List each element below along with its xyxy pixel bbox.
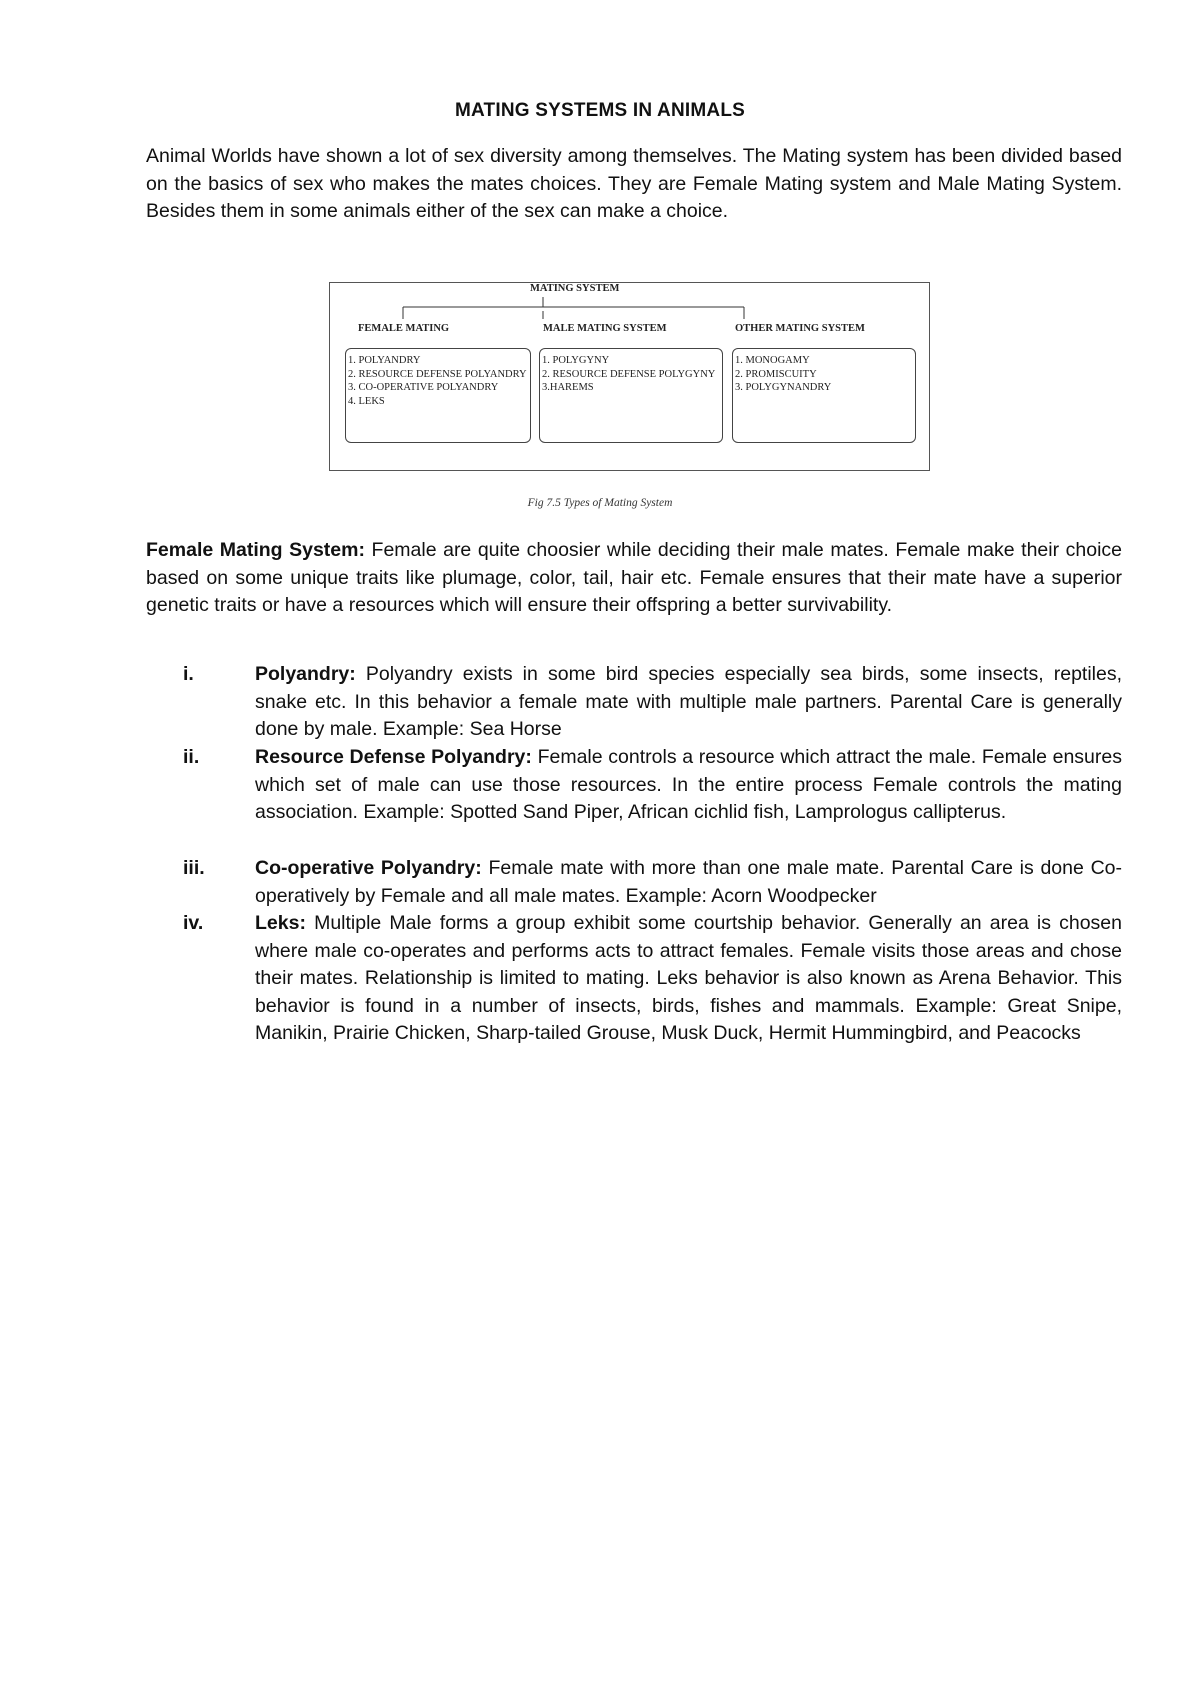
female-mating-item: 1. POLYANDRY — [348, 355, 421, 366]
other-mating-item: 1. MONOGAMY — [735, 355, 810, 366]
mating-system-diagram — [329, 282, 930, 471]
list-item-number: iii. — [183, 857, 205, 879]
female-mating-item: 3. CO-OPERATIVE POLYANDRY — [348, 382, 499, 393]
other-mating-item: 2. PROMISCUITY — [735, 368, 817, 380]
list-item — [146, 744, 1122, 827]
list-item-text: Female mate with more than one male mate. Parental Care is done Co-operatively by Female and all male mates. Example: Acorn Woodpecker — [255, 857, 1122, 907]
male-mating-item: 1. POLYGYNY — [542, 355, 610, 366]
female-mating-heading: FEMALE MATING — [358, 323, 450, 334]
diagram-root-label: MATING SYSTEM — [530, 283, 620, 294]
other-mating-box — [732, 348, 916, 443]
other-mating-heading: OTHER MATING SYSTEM — [735, 323, 865, 334]
female-mating-box — [345, 348, 531, 443]
list-item-number: i. — [183, 663, 194, 685]
list-item-number: iv. — [183, 912, 204, 934]
other-mating-item: 3. POLYGYNANDRY — [735, 382, 832, 393]
male-mating-item: 2. RESOURCE DEFENSE POLYGYNY — [542, 368, 716, 380]
list-item — [146, 661, 1122, 744]
list-item-text: Polyandry exists in some bird species especially sea birds, some insects, reptiles, snake etc. In this behavior a female mate with multiple male partners. Parental Care is generally done by male. Example: Sea Horse — [255, 663, 1123, 740]
female-mating-item: 2. RESOURCE DEFENSE POLYANDRY — [348, 368, 527, 380]
list-item-term: Leks: — [255, 912, 306, 934]
intro-paragraph: Animal Worlds have shown a lot of sex diversity among themselves. The Mating system has been divided based on the basics of sex who makes the mates choices. They are Female Mating system and Male Mating System. Besides them in some animals either of the sex can make a choice. — [146, 145, 1122, 222]
female-section-heading: Female Mating System: — [146, 539, 365, 561]
female-section-paragraph — [146, 537, 1122, 620]
page-title: MATING SYSTEMS IN ANIMALS — [455, 100, 745, 121]
male-mating-heading: MALE MATING SYSTEM — [543, 323, 667, 334]
list-item-term: Resource Defense Polyandry: — [255, 746, 532, 768]
list-item-term: Co-operative Polyandry: — [255, 857, 482, 879]
list-item — [146, 855, 1122, 910]
female-mating-item: 4. LEKS — [348, 395, 385, 407]
list-item-text: Female controls a resource which attract the male. Female ensures which set of male can use those resources. In the entire process Female controls the mating association. Example: Spotted Sand Piper, African cichlid fish, Lamprologus callipterus. — [255, 746, 1122, 823]
list-item-text: Multiple Male forms a group exhibit some courtship behavior. Generally an area is chosen where male co-operates and performs acts to attract females. Female visits those areas and chose their mates. Relationship is limited to mating. Leks behavior is also known as Arena Behavior. This behavior is found in a number of insects, birds, fishes and mammals. Example: Great Snipe, Manikin, Prairie Chicken, Sharp-tailed Grouse, Musk Duck, Hermit Hummingbird, and Peacocks — [255, 912, 1123, 1044]
list-item-number: ii. — [183, 746, 200, 768]
female-section-text: Female are quite choosier while deciding their male mates. Female make their choice based on some unique traits like plumage, color, tail, hair etc. Female ensures that their mate have a superior genetic traits or have a resources which will ensure their offspring a better survivability. — [146, 539, 1123, 616]
male-mating-box — [539, 348, 723, 443]
list-item — [146, 910, 1122, 1048]
figure-caption: Fig 7.5 Types of Mating System — [527, 497, 673, 509]
list-item-term: Polyandry: — [255, 663, 356, 685]
male-mating-item: 3.HAREMS — [542, 382, 594, 393]
